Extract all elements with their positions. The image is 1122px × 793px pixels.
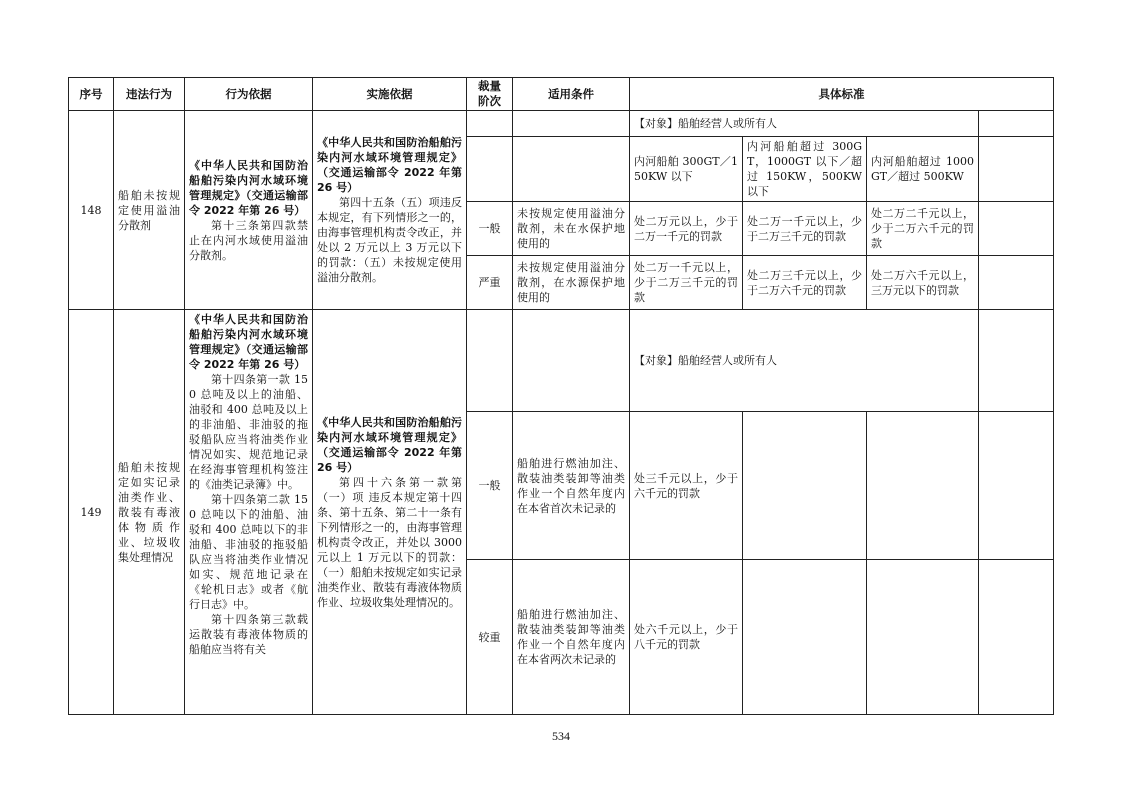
row149-seq: 149 (69, 310, 114, 715)
row149-basis-title: 《中华人民共和国防治船舶污染内河水域环境管理规定》（交通运输部令 2022 年第 26 号） (189, 313, 308, 371)
row148-impl-text: 第四十五条（五）项违反本规定，有下列情形之一的，由海事管理机构责令改正，并处以 2 万元以上 3 万元以下的罚款：（五）未按规定使用溢油分散剂。 (317, 196, 462, 284)
header-level-line1: 裁量 (478, 79, 501, 93)
header-impl: 实施依据 (313, 78, 467, 111)
row149-basis-p1: 第十四条第一款 150 总吨及以上的油船、油驳和 400 总吨及以上的非油船、非油驳的拖驳船队应当将油类作业情况如实、规范地记录在经海事管理机构签注的《油类记录簿》中。 (189, 373, 308, 491)
header-level (467, 78, 513, 111)
table-row (69, 111, 1054, 137)
row148-basis-text: 第十三条第四款禁止在内河水域使用溢油分散剂。 (189, 218, 308, 262)
row149-general-empty-c (867, 412, 979, 560)
header-violation: 违法行为 (114, 78, 185, 111)
row149-general-std: 处三千元以上，少于六千元的罚款 (630, 412, 743, 560)
row148-empty-extra (979, 111, 1054, 137)
row148-basis-title: 《中华人民共和国防治船舶污染内河水域环境管理规定》（交通运输部令 2022 年第 26 号） (189, 158, 308, 217)
row148-severe-cond: 未按规定使用溢油分散剂，在水源保护地使用的 (513, 256, 630, 310)
row148-severe-b: 处二万三千元以上，少于二万六千元的罚款 (743, 256, 867, 310)
row148-severe-a: 处二万一千元以上，少于二万三千元的罚款 (630, 256, 743, 310)
row149-heavier-cond: 船舶进行燃油加注、散装油类装卸等油类作业一个自然年度内在本省两次未记录的 (513, 560, 630, 715)
header-condition: 适用条件 (513, 78, 630, 111)
row148-sub-a: 内河船舶 300GT／150KW 以下 (630, 137, 743, 202)
header-standard: 具体标准 (630, 78, 1054, 111)
row149-impl-title: 《中华人民共和国防治船舶污染内河水域环境管理规定》（交通运输部令 2022 年第 26 号） (317, 415, 462, 474)
row149-object: 【对象】船舶经营人或所有人 (630, 310, 979, 412)
page-number: 534 (552, 729, 570, 743)
row148-severe-c: 处二万六千元以上，三万元以下的罚款 (867, 256, 979, 310)
header-seq: 序号 (69, 78, 114, 111)
row149-heavier-empty-b (743, 560, 867, 715)
row149-general-empty-b (743, 412, 867, 560)
row149-basis-p2: 第十四条第二款 150 总吨以下的油船、油驳和 400 总吨以下的非油船、非油驳的拖驳船队应当将油类作业情况如实、规范地记录在《轮机日志》或者《航行日志》中。 (189, 493, 308, 611)
row148-empty-level (467, 111, 513, 137)
row149-basis (185, 310, 313, 715)
header-basis: 行为依据 (185, 78, 313, 111)
row148-impl-title: 《中华人民共和国防治船舶污染内河水域环境管理规定》（交通运输部令 2022 年第 26 号） (317, 136, 462, 194)
row149-impl-text: 第四十六条第一款第（一）项 违反本规定第十四条、第十五条、第二十一条有下列情形之一的，由海事管理机构责令改正，并处以 3000 元以上 1 万元以下的罚款：（一）船舶未按规定如实记录油类作业、散装有毒液体物质作业、垃圾收集处理情况的。 (317, 475, 462, 609)
row148-general-b: 处二万一千元以上，少于二万三千元的罚款 (743, 202, 867, 256)
row148-severe-extra (979, 256, 1054, 310)
header-level-line2: 阶次 (478, 94, 501, 108)
row149-heavier-std: 处六千元以上，少于八千元的罚款 (630, 560, 743, 715)
row149-general-level: 一般 (467, 412, 513, 560)
row148-general-extra (979, 202, 1054, 256)
header-row (69, 78, 1054, 111)
row148-sub-empty-level (467, 137, 513, 202)
row148-seq: 148 (69, 111, 114, 310)
row148-general-c: 处二万二千元以上，少于二万六千元的罚款 (867, 202, 979, 256)
row148-basis (185, 111, 313, 310)
row148-general-cond: 未按规定使用溢油分散剂，未在水保护地使用的 (513, 202, 630, 256)
row148-general-level: 一般 (467, 202, 513, 256)
discretion-standards-table (68, 77, 1054, 715)
row148-severe-level: 严重 (467, 256, 513, 310)
row148-object: 【对象】船舶经营人或所有人 (630, 111, 979, 137)
row149-heavier-extra (979, 560, 1054, 715)
row149-general-extra (979, 412, 1054, 560)
row148-general-a: 处二万元以上，少于二万一千元的罚款 (630, 202, 743, 256)
row148-impl (313, 111, 467, 310)
row149-heavier-empty-c (867, 560, 979, 715)
row149-basis-p3: 第十四条第三款载运散装有毒液体物质的船舶应当将有关 (189, 613, 308, 656)
row149-heavier-level: 较重 (467, 560, 513, 715)
row149-empty-level (467, 310, 513, 412)
row148-violation: 船舶未按规定使用溢油分散剂 (114, 111, 185, 310)
row149-empty-extra (979, 310, 1054, 412)
row148-empty-cond (513, 111, 630, 137)
row149-empty-cond (513, 310, 630, 412)
row149-impl (313, 310, 467, 715)
row149-general-cond: 船舶进行燃油加注、散装油类装卸等油类作业一个自然年度内在本省首次未记录的 (513, 412, 630, 560)
row148-sub-empty-cond (513, 137, 630, 202)
row148-sub-b: 内河船舶超过 300GT，1000GT 以下／超过 150KW，500KW 以下 (743, 137, 867, 202)
row148-sub-c: 内河船舶超过 1000GT／超过 500KW (867, 137, 979, 202)
table-row (69, 310, 1054, 412)
row148-sub-extra (979, 137, 1054, 202)
row149-violation: 船舶未按规定如实记录油类作业、散装有毒液体物质作业、垃圾收集处理情况 (114, 310, 185, 715)
